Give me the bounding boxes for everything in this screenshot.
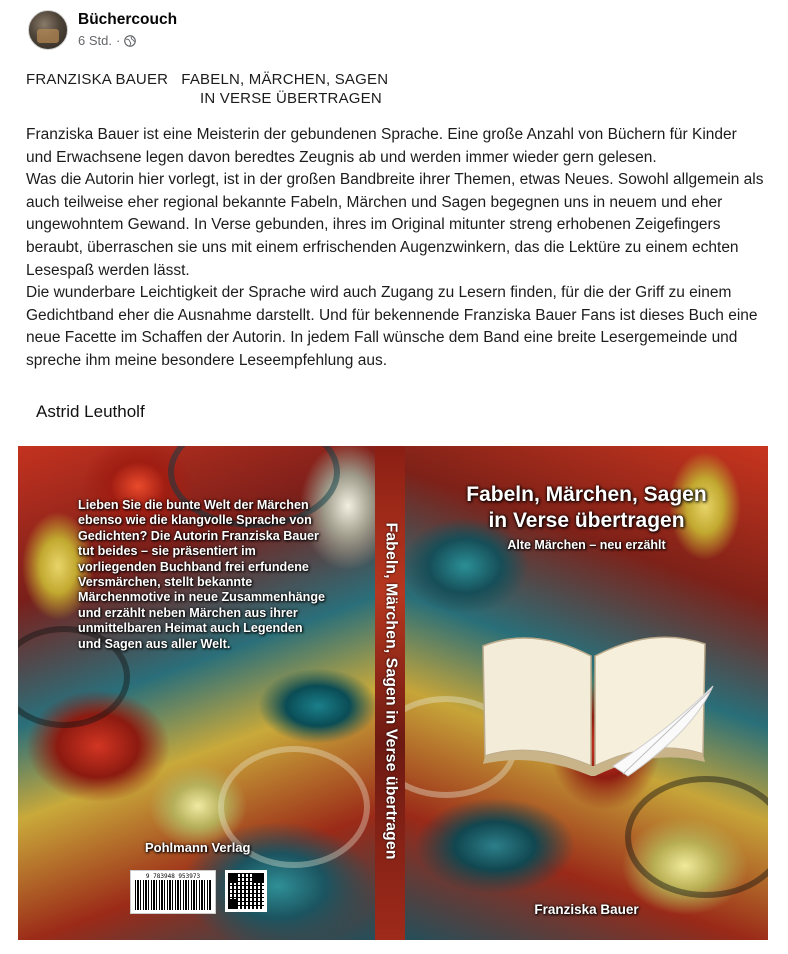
publisher-label: Pohlmann Verlag [145, 840, 251, 855]
body-paragraph: Was die Autorin hier vorlegt, ist in der großen Bandbreite ihrer Themen, etwas Neues. Sowohl allgemein als auch teilweise eher regional bekannte Fabeln, Märchen und Sagen begegnen uns in neuem und eher ungewohntem Gewand. In Verse gebunden, ihres im Original mitunter streng erhobenen Zeigefingers beraubt, überraschen sie uns mit einem erfrischenden Augenzwinkern, das die Lektüre zu einem echten Lesespaß werden lässt. [26, 171, 764, 279]
globe-icon[interactable] [124, 35, 136, 47]
page-name[interactable]: Büchercouch [78, 11, 178, 28]
body-paragraph: Franziska Bauer ist eine Meisterin der gebundenen Sprache. Eine große Anzahl von Büchern für Kinder und Erwachsene legen davon beredtes Zeugnis ab und werden immer wieder gern gelesen. [26, 126, 737, 166]
book-spine [375, 446, 405, 940]
front-title-line-1: Fabeln, Märchen, Sagen [466, 483, 707, 506]
post-meta [78, 33, 177, 48]
qr-code-icon [225, 870, 267, 912]
post-meta-block [78, 10, 177, 48]
post-body [26, 124, 766, 373]
title-line-2: IN VERSE ÜBERTRAGEN [200, 90, 382, 107]
isbn-number: 9 783948 953973 [145, 873, 201, 880]
post-title [26, 70, 388, 108]
open-book-illustration [463, 616, 723, 796]
post-time[interactable]: 6 Std. [78, 33, 112, 48]
meta-separator: · [115, 33, 121, 48]
spine-title: Fabeln, Märchen, Sagen in Verse übertragen [382, 522, 399, 860]
body-paragraph: Die wunderbare Leichtigkeit der Sprache wird auch Zugang zu Lesern finden, für die der Griff zu einem Gedichtband eher die Ausnahme darstellt. Und für bekennende Franziska Bauer Fans ist dieses Buch eine neue Facette im Schaffen der Autorin. In jedem Fall wünsche dem Band eine breite Lesergemeinde und spreche ihm meine besondere Leseempfehlung aus. [26, 284, 758, 369]
post-header [28, 10, 177, 50]
front-author: Franziska Bauer [534, 902, 639, 917]
back-cover [18, 446, 375, 940]
avatar[interactable] [28, 10, 68, 50]
back-blurb: Lieben Sie die bunte Welt der Märchen ebenso wie die klangvolle Sprache von Gedichten? Die Autorin Franziska Bauer tut beides – sie präsentiert im vorliegenden Buchband frei erfundene Versmärchen, stellt bekannte Märchenmotive in neue Zusammenhänge und erzählt neben Märchen aus ihrer unmittelbaren Heimat auch Legenden und Sagen aus aller Welt. [78, 498, 326, 651]
front-title [405, 482, 768, 534]
title-line-1: FRANZISKA BAUER FABELN, MÄRCHEN, SAGEN [26, 71, 389, 88]
front-title-line-2: in Verse übertragen [488, 509, 685, 532]
front-cover [405, 446, 768, 940]
signature: Astrid Leutholf [36, 402, 145, 421]
front-subtitle: Alte Märchen – neu erzählt [507, 538, 666, 552]
barcode [130, 870, 216, 914]
book-cover-image[interactable] [18, 446, 768, 940]
